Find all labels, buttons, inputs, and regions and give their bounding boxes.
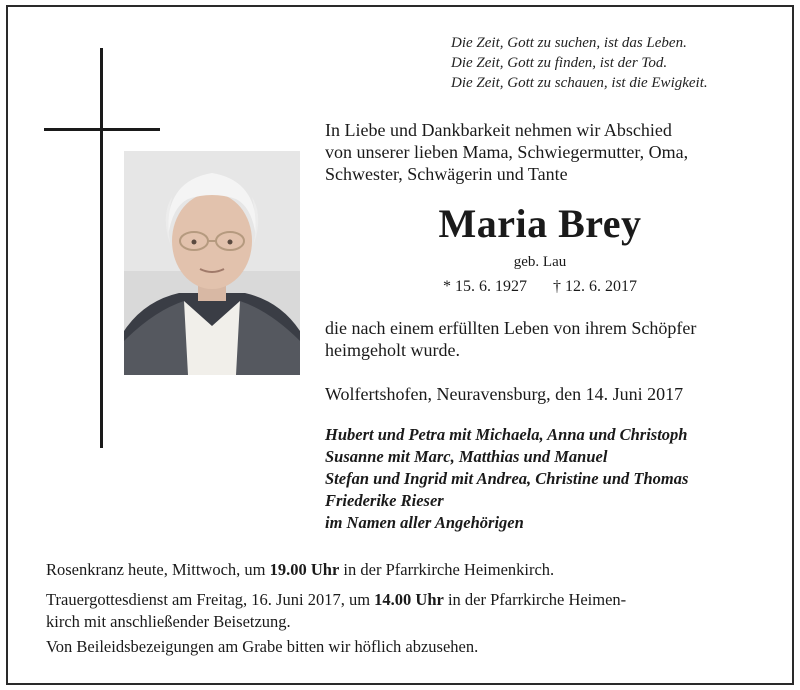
place-date: Wolfertshofen, Neuravensburg, den 14. Juni 2017 [325, 384, 684, 404]
mourner-line: Susanne mit Marc, Matthias und Manuel [325, 447, 608, 466]
rosary-location: in der Pfarrkirche Heimenkirch. [339, 560, 555, 579]
quote-block [451, 33, 781, 93]
closing-line: heimgeholt wurde. [325, 340, 460, 360]
mourner-line: Hubert und Petra mit Michaela, Anna und Christoph [325, 425, 688, 444]
birth-date: * 15. 6. 1927 [443, 278, 527, 295]
intro-text [325, 119, 755, 185]
funeral-text: Trauergottesdienst am Freitag, 16. Juni 2017, um [46, 590, 375, 609]
rosary-text: Rosenkranz heute, Mittwoch, um [46, 560, 270, 579]
mourner-line: Friederike Rieser [325, 491, 444, 510]
death-date: † 12. 6. 2017 [553, 278, 637, 295]
condolence-notice [46, 636, 758, 658]
quote-line: Die Zeit, Gott zu finden, ist der Tod. [451, 55, 668, 71]
closing-line: die nach einem erfüllten Leben von ihrem Schöpfer [325, 318, 697, 338]
rosary-time: 19.00 Uhr [269, 560, 340, 579]
condolence-text: Von Beileidsbezeigungen am Grabe bitten wir höflich abzusehen. [46, 637, 479, 656]
mourner-line: Stefan und Ingrid mit Andrea, Christine und Thomas [325, 469, 689, 488]
cross-icon-vertical [100, 48, 103, 448]
funeral-line-2: kirch mit anschließender Beisetzung. [46, 612, 291, 631]
mourner-line: im Namen aller Angehörigen [325, 513, 524, 532]
maiden-name: geb. Lau [513, 254, 567, 270]
rosary-notice [46, 559, 758, 581]
intro-line: von unserer lieben Mama, Schwiegermutter, Oma, [325, 142, 689, 162]
funeral-time: 14.00 Uhr [374, 590, 444, 609]
intro-line: In Liebe und Dankbarkeit nehmen wir Abschied [325, 120, 672, 140]
deceased-name: Maria Brey [438, 201, 642, 246]
mourners-list [325, 424, 765, 534]
quote-line: Die Zeit, Gott zu schauen, ist die Ewigkeit. [451, 75, 708, 91]
cross-icon-horizontal [44, 128, 160, 131]
funeral-location: in der Pfarrkirche Heimen- [443, 590, 627, 609]
funeral-notice [46, 589, 758, 633]
quote-line: Die Zeit, Gott zu suchen, ist das Leben. [451, 35, 687, 51]
portrait-photo [124, 151, 300, 375]
life-dates [325, 276, 755, 298]
intro-line: Schwester, Schwägerin und Tante [325, 164, 568, 184]
closing-text [325, 317, 755, 361]
